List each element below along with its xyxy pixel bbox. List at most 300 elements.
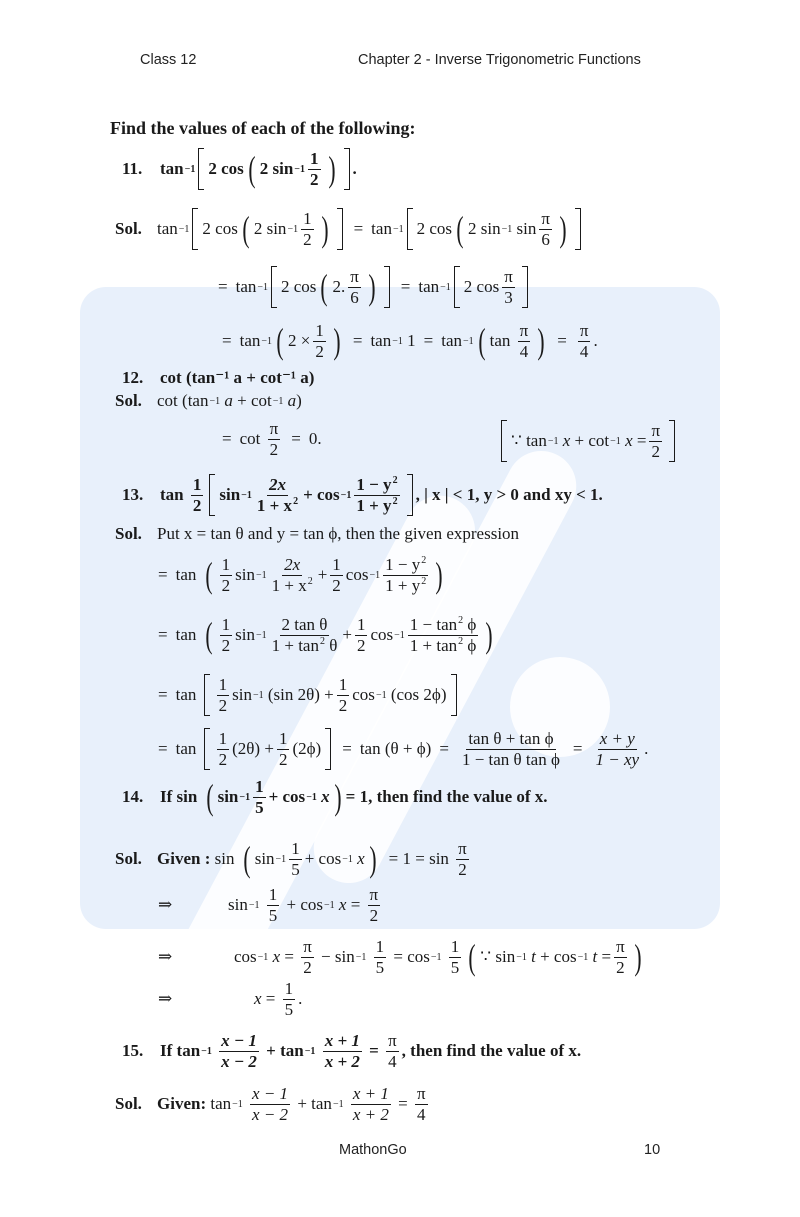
paren-left: ( xyxy=(248,149,256,189)
den-text: 1 + tan xyxy=(271,635,319,655)
equals: = xyxy=(423,331,434,351)
den: 2 xyxy=(616,957,625,977)
coef: 2 xyxy=(463,277,473,296)
fraction xyxy=(277,730,290,769)
solution-13-line-2: = tan ( $\frac{1}{2}$ sin −1 $\frac{2x}{1 + x^2}$ + $\frac{1}{2}$ cos −1 $\frac{1 - y^2}{1 + y^2}$ ) xyxy=(158,555,443,596)
exp: −1 xyxy=(241,489,252,501)
den: 3 xyxy=(504,287,513,307)
fn-tan: tan xyxy=(280,1041,304,1061)
fn-tan: tan xyxy=(210,1094,232,1114)
num: 1 xyxy=(255,777,264,796)
fn-tan: tan xyxy=(175,625,197,645)
exp: −1 xyxy=(392,335,403,347)
equals: = xyxy=(400,277,411,296)
den: 2 xyxy=(269,439,279,459)
bracket-right xyxy=(451,674,457,716)
fraction xyxy=(614,938,627,977)
exp: −1 xyxy=(257,951,269,963)
var: x xyxy=(338,895,347,915)
fn-cos: cos xyxy=(553,947,577,967)
exp: −1 xyxy=(394,629,405,641)
den: 2 xyxy=(303,229,312,249)
fraction xyxy=(649,422,662,461)
den: 2 xyxy=(303,957,312,977)
bracket-left xyxy=(454,266,460,308)
exp: −1 xyxy=(355,951,367,963)
coef: 2 xyxy=(288,331,297,351)
fn-cos: cos xyxy=(318,849,342,869)
fraction xyxy=(270,616,340,655)
theta: θ xyxy=(329,635,338,655)
coef: 2 xyxy=(416,219,426,238)
fraction xyxy=(323,1032,362,1071)
paren-left: ( xyxy=(276,321,284,362)
coef: 2 xyxy=(281,277,290,296)
fn-sin: sin xyxy=(176,787,198,807)
fn-sin: sin xyxy=(214,849,235,869)
fraction xyxy=(217,730,230,769)
exp: −1 xyxy=(463,335,474,347)
exp: −1 xyxy=(440,281,451,293)
num: 1 xyxy=(192,474,202,494)
fraction xyxy=(368,886,381,925)
implies-symbol: ⇒ xyxy=(158,989,173,1009)
coef: 2 xyxy=(253,219,263,238)
var: x xyxy=(625,431,633,450)
num xyxy=(383,556,428,576)
phi: ϕ xyxy=(467,635,477,655)
num: π xyxy=(616,937,625,956)
num: π xyxy=(369,885,379,904)
solution-12-line-2 xyxy=(222,420,322,459)
paren-left: ( xyxy=(243,839,251,880)
fn-tan: tan xyxy=(160,159,184,178)
den: 1 − tan θ tan ϕ xyxy=(461,749,560,769)
fn-cos: cos xyxy=(293,277,317,296)
solution-13-line-3: = tan ( $\frac{1}{2}$ sin −1 $\frac{\text{2 tan θ}}{1 + \tan^2 \theta}$ + $\frac{1}{2}$ cos −1 $\frac{1 - \tan^2 \phi}{1 + \tan^2 \phi}$ ) xyxy=(158,615,493,656)
paren-left: ( xyxy=(205,555,213,596)
exp: −1 xyxy=(255,629,267,641)
condition-text: , | x | < 1, y > 0 and xy < 1. xyxy=(415,485,603,504)
num: π xyxy=(651,420,661,440)
fraction xyxy=(308,150,321,189)
solution-14-line-1: Sol. Given : sin ( sin −1 $\frac{1}{5}$ + cos −1 x ) = 1 = sin $\frac{\pi}{2}$ xyxy=(115,839,467,880)
fn-sin: sin xyxy=(235,625,255,645)
fn-sin: sin xyxy=(266,219,287,238)
den: 5 xyxy=(375,957,385,977)
den: 5 xyxy=(268,905,278,925)
fraction xyxy=(374,938,387,977)
exp: 2 xyxy=(392,474,398,486)
bracket-left xyxy=(204,728,210,770)
solution-12-line-1: Sol. cot ( tan −1 a + cot −1 a ) xyxy=(115,391,302,410)
num: 1 xyxy=(332,555,341,574)
num: 1 xyxy=(218,674,228,694)
den: 2 xyxy=(192,495,202,515)
equals: = xyxy=(158,565,168,585)
fraction xyxy=(383,556,428,595)
fn-sin: sin xyxy=(217,787,239,807)
exp: −1 xyxy=(375,689,387,701)
equals: = xyxy=(439,739,449,758)
implies-symbol: ⇒ xyxy=(158,895,173,915)
num: 1 xyxy=(450,937,460,956)
bracket-left xyxy=(271,266,277,308)
fraction xyxy=(449,938,462,977)
paren-left: ( xyxy=(478,321,486,362)
den: 4 xyxy=(417,1104,426,1124)
solution-13-line-4: = tan $\frac{1}{2}$ sin −1 (sin 2θ) + $\frac{1}{2}$ cos −1 (cos 2ϕ) xyxy=(158,674,460,716)
fraction xyxy=(355,616,368,655)
exp: −1 xyxy=(306,791,317,803)
den: 2 xyxy=(218,695,228,715)
bracket-left xyxy=(209,474,215,516)
coef: 2 xyxy=(259,159,269,178)
var: t xyxy=(592,947,598,967)
den-text: 1 + y xyxy=(356,495,392,515)
fraction xyxy=(351,1085,391,1124)
fn-sin: sin xyxy=(272,159,294,178)
fraction xyxy=(220,616,233,655)
fn-sin: sin xyxy=(429,849,449,869)
den: 4 xyxy=(388,1051,397,1071)
num: 1 xyxy=(284,979,294,998)
fraction xyxy=(518,322,531,361)
den: x + 2 xyxy=(352,1104,389,1124)
den: 2 xyxy=(338,695,348,715)
period: . xyxy=(644,739,649,758)
value: 0. xyxy=(308,429,322,449)
fn-cos: cos xyxy=(234,947,257,967)
num: 1 xyxy=(375,937,385,956)
solution-14-line-2: ⇒ sin −1 $\frac{1}{5}$ + cos −1 x = $\frac{\pi}{2}$ xyxy=(158,885,379,925)
num: π xyxy=(303,937,312,956)
solution-text: Put x = tan θ and y = tan ϕ, then the given expression xyxy=(157,524,520,543)
page-number: 10 xyxy=(644,1142,661,1158)
solution-13-line-5: = tan $\frac{1}{2}$ (2θ) + $\frac{1}{2}$ (2ϕ) = tan (θ + ϕ) = $\frac{\text{tan θ + tan ϕ}}{\text{1 − tan θ tan ϕ}}$ = $\frac{x + y}{1 - xy}$ . xyxy=(158,728,649,769)
fraction xyxy=(408,616,479,655)
exp: 2 xyxy=(392,495,398,507)
paren-right: ) xyxy=(537,321,545,362)
bracket-left xyxy=(407,208,413,250)
num: π xyxy=(579,321,589,340)
fn-cot: cot xyxy=(239,429,261,449)
problem-12 xyxy=(122,368,314,388)
fn-sin: sin xyxy=(495,947,516,967)
fraction xyxy=(283,980,296,1019)
arg: (sin 2θ) xyxy=(267,685,320,704)
fraction xyxy=(220,556,233,595)
if-word: If xyxy=(160,1041,173,1061)
exp: −1 xyxy=(516,951,527,963)
fn-cot: cot xyxy=(588,431,610,450)
num: 2 tan θ xyxy=(281,615,328,634)
exp: 2 xyxy=(421,575,427,587)
solution-13-line-1 xyxy=(115,524,519,544)
paren-left: ( xyxy=(205,777,214,818)
fn-cos: cos xyxy=(221,159,244,178)
exp: −1 xyxy=(184,163,196,175)
num: π xyxy=(458,839,467,858)
exp: −1 xyxy=(577,951,589,963)
var: x xyxy=(321,787,330,807)
num: 1 xyxy=(221,555,231,574)
exp: −1 xyxy=(304,1045,316,1057)
var: x xyxy=(272,947,281,967)
solution-11-line-2 xyxy=(218,266,531,308)
bracket-right xyxy=(575,208,581,250)
num: 1 xyxy=(356,615,366,634)
coef: 2 xyxy=(332,277,341,296)
fn-cot: cot xyxy=(250,391,272,410)
fn-sin: sin xyxy=(334,947,355,967)
fraction xyxy=(217,676,230,715)
arg: (cos 2ϕ) xyxy=(390,685,447,704)
footer-brand: MathonGo xyxy=(339,1142,407,1158)
den: 6 xyxy=(541,229,550,249)
den: 2 xyxy=(369,905,379,925)
exp: −1 xyxy=(547,435,559,447)
fn-tan: tan xyxy=(187,391,209,410)
fn-tan: tan xyxy=(311,1094,332,1114)
fn-sin: sin xyxy=(235,565,255,585)
fraction xyxy=(191,476,204,515)
fn-cos: cos xyxy=(215,219,238,238)
equals: = xyxy=(218,277,228,296)
num-text: 1 − tan xyxy=(409,615,458,634)
fn-tan: tan xyxy=(176,1041,201,1061)
paren-right: ) xyxy=(334,777,342,818)
solution-11-line-3 xyxy=(222,322,598,361)
exp: −1 xyxy=(324,899,335,911)
coef: 2 xyxy=(468,219,477,238)
den: 5 xyxy=(450,957,460,977)
fn-cos: cos xyxy=(317,485,340,504)
num: π xyxy=(350,266,359,286)
fn-cos: cos xyxy=(345,565,369,585)
solution-14-line-4: ⇒ x = $\frac{1}{5}$ . xyxy=(158,979,303,1019)
fraction xyxy=(255,476,300,515)
problem-14: 14. If sin ( sin −1 $\frac{1}{5}$ + cos −1 x ) = 1, then find the value of x. xyxy=(122,777,548,818)
num: π xyxy=(416,1084,426,1103)
equals: = xyxy=(352,331,363,351)
bracket-right xyxy=(669,420,675,462)
exp: 2 xyxy=(307,575,313,587)
fraction xyxy=(268,420,281,459)
fn-sin: sin xyxy=(219,485,241,504)
den: 2 xyxy=(332,575,341,595)
num: x − 1 xyxy=(221,1031,257,1050)
paren-right: ) xyxy=(559,209,567,249)
equals: = xyxy=(557,331,567,351)
times: × xyxy=(300,331,311,351)
fn-cot: cot xyxy=(157,391,178,410)
fn-tan: tan xyxy=(157,219,178,238)
den: 1 − xy xyxy=(595,749,640,769)
num: 1 xyxy=(315,321,324,340)
num: π xyxy=(388,1031,397,1050)
fraction xyxy=(313,322,326,361)
fn-sin: sin xyxy=(232,685,252,704)
fn-tan: tan xyxy=(239,331,261,351)
paren-left: ( xyxy=(468,937,476,978)
num: 1 xyxy=(218,728,228,748)
implies-symbol: ⇒ xyxy=(158,947,173,967)
exp: −1 xyxy=(178,223,190,235)
den-text: 1 + x xyxy=(271,575,307,595)
fraction xyxy=(460,730,562,769)
sol-label: Sol. xyxy=(115,849,142,869)
den xyxy=(270,576,315,595)
equals: = xyxy=(342,739,352,758)
den xyxy=(270,636,340,655)
problem-text: cot (tan⁻¹ a + cot⁻¹ a) xyxy=(160,368,315,387)
problem-number: 13. xyxy=(122,485,144,504)
exp: −1 xyxy=(261,335,273,347)
fn-sin: sin xyxy=(480,219,501,238)
because-symbol: ∵ xyxy=(511,431,522,450)
den: 5 xyxy=(255,797,264,817)
fn-cos: cos xyxy=(282,787,306,807)
problem-13: 13. tan $\frac{1}{2}$ sin −1 $\frac{2x}{1 + x^2}$ + cos −1 $\frac{1 - y^2}{1 + y^2}$ , | x | < 1, y > 0 and xy < 1. xyxy=(122,474,603,515)
arg: (2ϕ) xyxy=(292,739,322,758)
num-text: 1 − y xyxy=(385,555,421,574)
paren-right: ) xyxy=(435,555,443,596)
bracket-left xyxy=(192,208,198,250)
fn-cos: cos xyxy=(352,685,375,704)
equals-one: = 1 = xyxy=(388,849,425,869)
den: 5 xyxy=(284,999,294,1019)
given-label: Given : xyxy=(157,849,211,869)
fraction xyxy=(348,268,361,307)
fn-tan: tan xyxy=(175,739,197,758)
problem-tail: , then find the value of x. xyxy=(401,1041,582,1061)
num: 2x xyxy=(268,474,286,494)
bracket-right xyxy=(344,148,350,190)
value: 1 xyxy=(407,331,416,351)
exp: −1 xyxy=(232,1098,243,1110)
dot: . xyxy=(340,277,346,296)
exp: −1 xyxy=(369,569,381,581)
paren-right: ) xyxy=(369,839,377,880)
fraction xyxy=(301,210,314,249)
num: x + 1 xyxy=(324,1031,360,1050)
period: . xyxy=(352,159,357,178)
num: π xyxy=(504,266,513,286)
num: 2x xyxy=(284,555,301,574)
fraction xyxy=(594,730,642,769)
den-text: 1 + x xyxy=(256,495,293,515)
num: x − 1 xyxy=(252,1084,289,1103)
identity-note-12: ∵ tan −1 x + cot −1 x = $\frac{\pi}{2}$ xyxy=(498,420,678,462)
problem-15: 15. If tan −1 $\frac{x - 1}{x - 2}$ + tan −1 $\frac{x + 1}{x + 2}$ = $\frac{\pi}{4}$ , then find the value of x. xyxy=(122,1031,582,1071)
exp: −1 xyxy=(239,791,251,803)
expr: tan (θ + ϕ) xyxy=(359,739,432,758)
den: 4 xyxy=(579,341,589,361)
header-chapter-title: Chapter 2 - Inverse Trigonometric Functions xyxy=(358,52,641,68)
paren-right: ) xyxy=(333,321,341,362)
var: t xyxy=(531,947,536,967)
sol-label: Sol. xyxy=(115,1094,142,1114)
fraction xyxy=(289,840,302,879)
problem-number: 11. xyxy=(122,159,143,178)
num: 1 xyxy=(221,615,231,634)
fraction xyxy=(456,840,469,879)
problem-tail: = 1, then find the value of x. xyxy=(345,787,548,807)
den: x − 2 xyxy=(221,1051,257,1071)
fn-sin: sin xyxy=(516,219,537,238)
fn-tan: tan xyxy=(175,565,197,585)
num: π xyxy=(541,208,550,228)
fraction xyxy=(354,476,399,515)
den: 2 xyxy=(218,749,228,769)
fraction xyxy=(250,1085,290,1124)
problem-number: 14. xyxy=(122,787,144,807)
fraction xyxy=(267,886,280,925)
bracket-right xyxy=(384,266,390,308)
exp: 2 xyxy=(458,635,464,647)
period: . xyxy=(298,989,303,1009)
den: 5 xyxy=(291,859,300,879)
arg: (2θ) xyxy=(232,739,261,758)
coef: 2 xyxy=(208,159,217,178)
fn-cos: cos xyxy=(476,277,500,296)
exp: −1 xyxy=(332,1098,344,1110)
exp: −1 xyxy=(201,1045,212,1057)
fn-tan: tan xyxy=(441,331,462,351)
den: x + 2 xyxy=(324,1051,360,1071)
exp: −1 xyxy=(252,689,264,701)
exp: −1 xyxy=(287,223,299,235)
var: a xyxy=(287,391,297,410)
coef: 2 xyxy=(202,219,211,238)
fn-tan: tan xyxy=(370,331,392,351)
paren-right: ) xyxy=(327,149,336,189)
fn-tan: tan xyxy=(235,277,257,296)
exp: −1 xyxy=(342,853,353,865)
den xyxy=(383,576,428,595)
den: 6 xyxy=(350,287,359,307)
exp: −1 xyxy=(294,163,305,175)
problem-11 xyxy=(122,148,357,190)
exp: 2 xyxy=(293,495,299,507)
because-symbol: ∵ xyxy=(480,947,492,967)
fraction xyxy=(337,676,350,715)
paren-left: ( xyxy=(320,267,329,307)
section-heading: Find the values of each of the following: xyxy=(110,118,416,138)
exp: −1 xyxy=(392,223,404,235)
var: x xyxy=(254,989,262,1009)
problem-number: 12. xyxy=(122,368,144,387)
paren-left: ( xyxy=(205,615,213,656)
num: 1 xyxy=(338,674,348,694)
exp: −1 xyxy=(257,281,269,293)
problem-number: 15. xyxy=(122,1041,144,1061)
paren-right: ) xyxy=(634,937,642,978)
solution-11-line-1 xyxy=(115,208,584,250)
fraction xyxy=(219,1032,259,1071)
phi: ϕ xyxy=(467,615,477,634)
exp: −1 xyxy=(610,435,621,447)
fraction xyxy=(578,322,591,361)
var: x xyxy=(562,431,571,450)
den: 2 xyxy=(356,635,366,655)
exp: −1 xyxy=(255,569,267,581)
exp: 2 xyxy=(421,555,427,566)
fn-tan: tan xyxy=(175,685,197,704)
num: π xyxy=(269,419,279,438)
fn-tan: tan xyxy=(489,331,511,351)
